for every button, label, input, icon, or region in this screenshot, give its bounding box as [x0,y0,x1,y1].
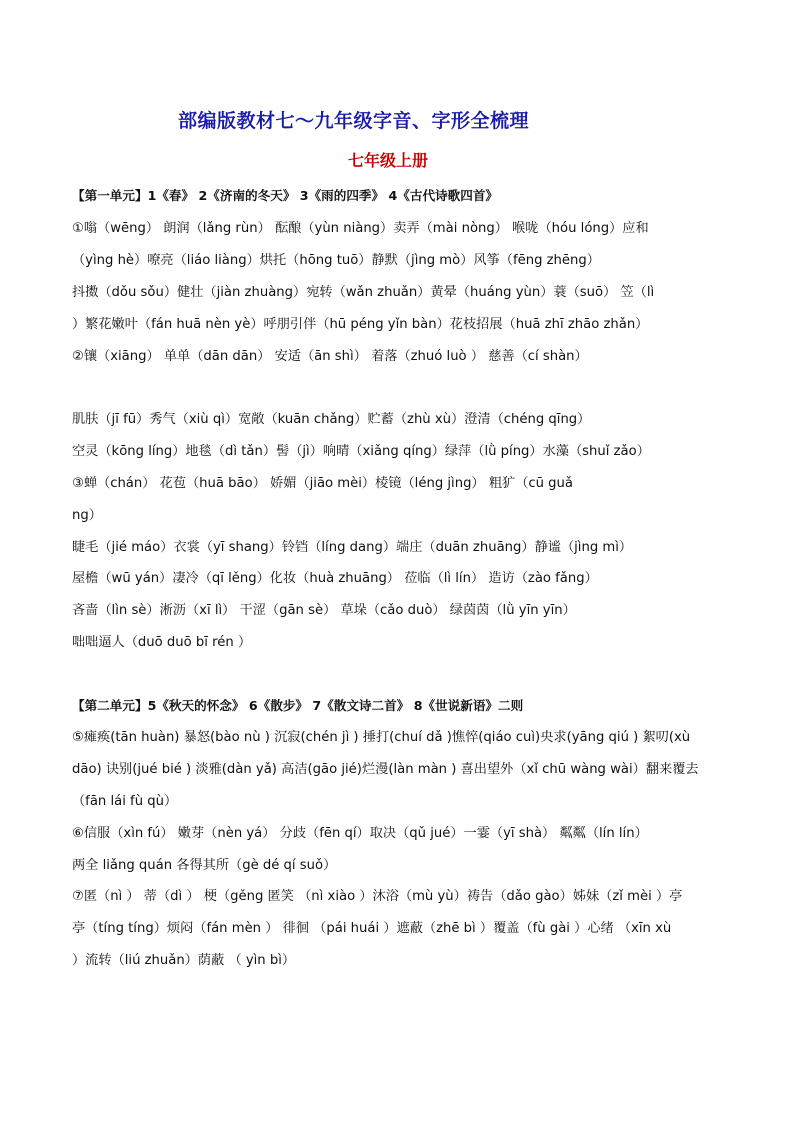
unit2-line: dāo) 诀别(jué bié ) 淡雅(dàn yǎ) 高洁(gāo jié)烂漫(làn màn ) 喜出望外（xǐ chū wàng wài）翻来覆去 [72,762,699,777]
unit2-line: ⑥信服（xìn fú） 嫩芽（nèn yá） 分歧（fēn qí）取决（qǔ jué）一霎（yī shà） 粼粼（lín lín） [72,826,648,841]
unit1-line: ①嗡（wēng） 朗润（lǎng rùn） 酝酿（yùn niàng）卖弄（mài nòng） 喉咙（hóu lóng）应和 [72,221,649,236]
unit1-line: 肌肤（jī fū）秀气（xiù qì）宽敞（kuān chǎng）贮蓄（zhù xù）澄清（chéng qīng） [72,412,591,427]
unit1-line: 睫毛（jié máo）衣裳（yī shang）铃铛（líng dang）端庄（duān zhuāng）静谧（jìng mì） [72,540,633,555]
unit1-heading: 【第一单元】1《春》 2《济南的冬天》 3《雨的四季》 4《古代诗歌四首》 [72,188,499,203]
unit2-line: ⑤瘫痪(tān huàn) 暴怒(bào nù ) 沉寂(chén jì ) 捶打(chuí dǎ )憔悴(qiáo cuì)央求(yāng qiú ) 絮叨(xù [72,730,691,745]
unit1-line: 咄咄逼人（duō duō bī rén ） [72,635,252,650]
unit1-line: ③蝉（chán） 花苞（huā bāo） 娇媚（jiāo mèi）棱镜（léng jìng） 粗犷（cū guǎ [72,476,573,491]
page-subtitle: 七年级上册 [348,151,429,170]
page-title: 部编版教材七～九年级字音、字形全梳理 [178,110,530,132]
unit2-line: ）流转（liú zhuǎn）荫蔽 （ yìn bì） [72,953,296,968]
unit1-line: 空灵（kōng líng）地毯（dì tǎn）髻（jì）响晴（xiǎng qíng）绿萍（lǜ píng）水藻（shuǐ zǎo） [72,444,650,459]
unit1-line: 屋檐（wū yán）凄冷（qī lěng）化妆（huà zhuāng） 莅临（lì lín） 造访（zào fǎng） [72,571,598,586]
unit1-line: 吝啬（lìn sè）淅沥（xī lì） 干涩（gān sè） 草垛（cǎo duò） 绿茵茵（lǜ yīn yīn） [72,603,576,618]
unit1-line: （yìng hè）嘹亮（liáo liàng）烘托（hōng tuō）静默（jìng mò）风筝（fēng zhēng） [72,253,600,268]
unit2-line: ⑦匿（nì ） 蒂（dì ） 梗（gěng 匿笑 （nì xiào ）沐浴（mù yù）祷告（dǎo gào）姊妹（zǐ mèi ）亭 [72,889,683,904]
unit1-line: ）繁花嫩叶（fán huā nèn yè）呼朋引伴（hū péng yǐn bàn）花枝招展（huā zhī zhāo zhǎn） [72,317,649,332]
unit1-line: ②镶（xiāng） 单单（dān dān） 安适（ān shì） 着落（zhuó luò ） 慈善（cí shàn） [72,349,588,364]
unit2-heading: 【第二单元】5《秋天的怀念》 6《散步》 7《散文诗二首》 8《世说新语》二则 [72,698,524,713]
unit2-line: 亭（tíng tíng）烦闷（fán mèn ） 徘徊 （pái huái ）遮蔽（zhē bì ）覆盖（fù gài ）心绪 （xīn xù [72,921,672,936]
unit1-line: 抖擞（dǒu sǒu）健壮（jiàn zhuàng）宛转（wǎn zhuǎn）黄晕（huáng yùn）蓑（suō） 笠（lì [72,285,655,300]
unit1-line: ng） [72,508,102,523]
unit2-line: 两全 liǎng quán 各得其所（gè dé qí suǒ） [72,858,337,873]
unit2-line: （fān lái fù qù） [72,794,178,809]
